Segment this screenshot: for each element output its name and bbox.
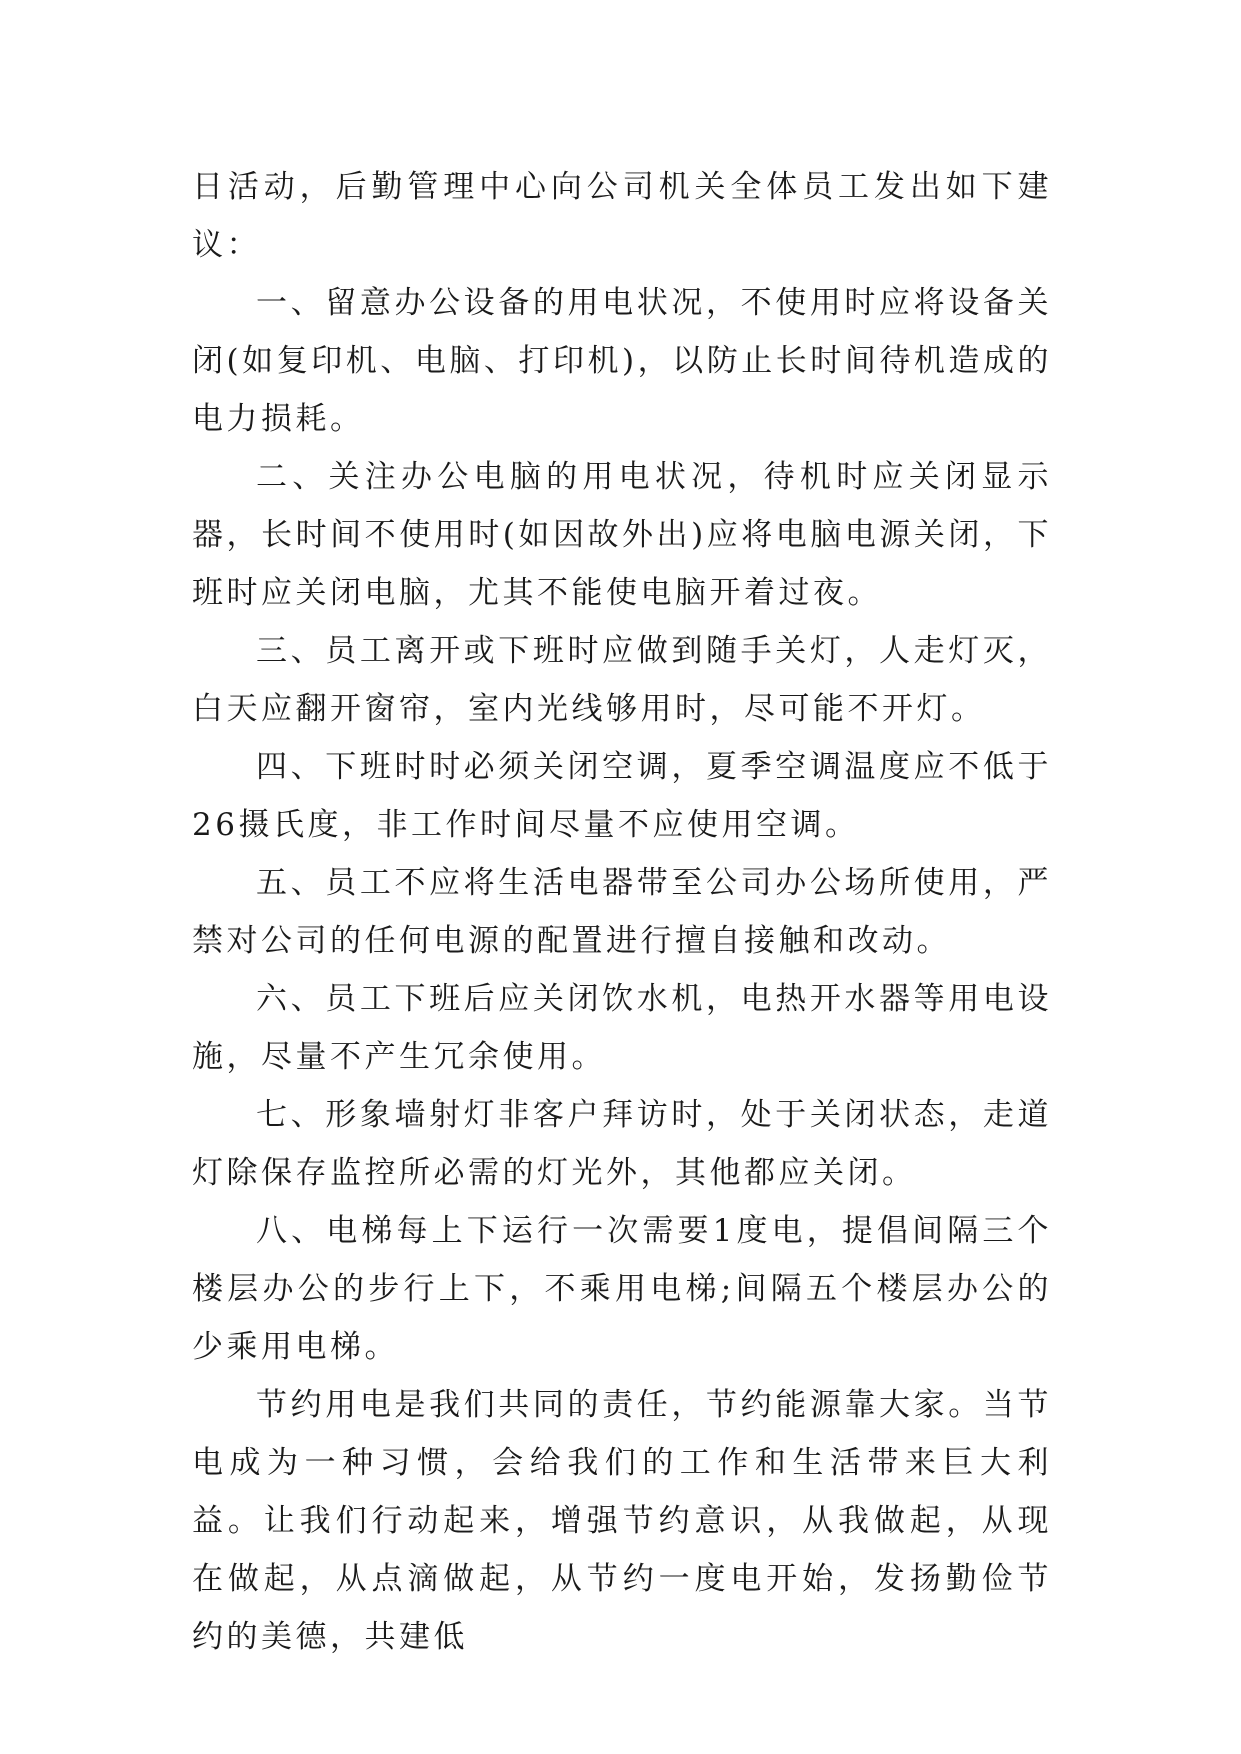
paragraph-item-1: 一、留意办公设备的用电状况，不使用时应将设备关闭(如复印机、电脑、打印机)，以防止长时间待机造成的电力损耗。 xyxy=(192,285,1052,437)
paragraph-item-2: 二、关注办公电脑的用电状况，待机时应关闭显示器，长时间不使用时(如因故外出)应将电脑电源关闭，下班时应关闭电脑，尤其不能使电脑开着过夜。 xyxy=(192,459,1052,611)
paragraph-item-3: 三、员工离开或下班时应做到随手关灯，人走灯灭，白天应翻开窗帘，室内光线够用时，尽可能不开灯。 xyxy=(192,633,1052,727)
paragraph-item-4: 四、下班时时必须关闭空调，夏季空调温度应不低于26摄氏度，非工作时间尽量不应使用空调。 xyxy=(192,749,1052,843)
paragraph-item-8: 八、电梯每上下运行一次需要1度电，提倡间隔三个楼层办公的步行上下，不乘用电梯;间隔五个楼层办公的少乘用电梯。 xyxy=(192,1213,1052,1365)
paragraph-closing: 节约用电是我们共同的责任，节约能源靠大家。当节电成为一种习惯，会给我们的工作和生活带来巨大利益。让我们行动起来，增强节约意识，从我做起，从现在做起，从点滴做起，从节约一度电开始，发扬勤俭节约的美德，共建低 xyxy=(192,1387,1052,1655)
document-body xyxy=(192,158,1052,1666)
paragraph-item-7: 七、形象墙射灯非客户拜访时，处于关闭状态，走道灯除保存监控所必需的灯光外，其他都应关闭。 xyxy=(192,1097,1052,1191)
paragraph-item-6: 六、员工下班后应关闭饮水机，电热开水器等用电设施，尽量不产生冗余使用。 xyxy=(192,981,1052,1075)
paragraph-intro: 日活动，后勤管理中心向公司机关全体员工发出如下建议： xyxy=(192,169,1052,263)
paragraph-item-5: 五、员工不应将生活电器带至公司办公场所使用，严禁对公司的任何电源的配置进行擅自接触和改动。 xyxy=(192,865,1052,959)
